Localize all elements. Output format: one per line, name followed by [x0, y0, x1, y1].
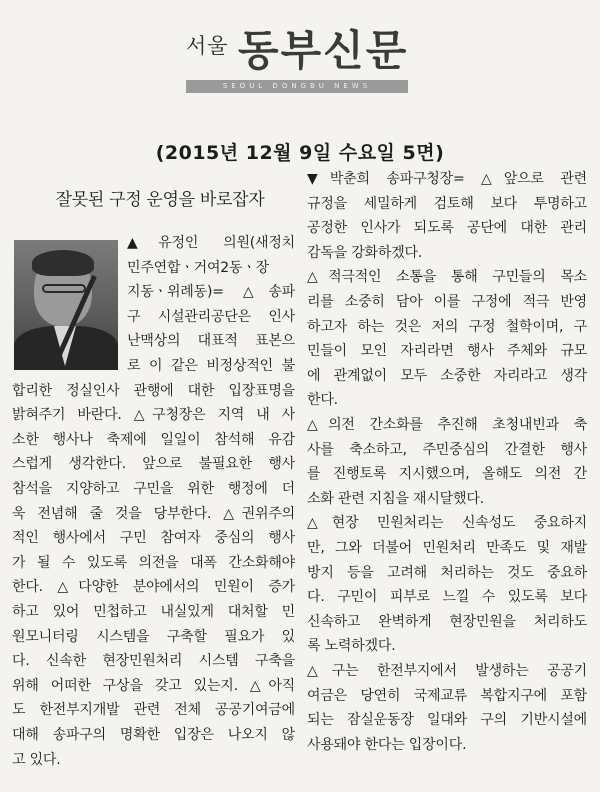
text-line: 공정한 인사가 되도록 공단에 대한 관리 [307, 220, 587, 237]
text-line: 지동ㆍ위례동)= △송파 [127, 284, 295, 301]
councilor-photo [14, 240, 118, 370]
text-line: 합리한 정실인사 관행에 대한 입장표명을 [12, 382, 295, 399]
text-line: ▼박춘희 송파구청장= △앞으로 관련 [307, 171, 587, 187]
text-line: ▲유정인 의원(새정치 [127, 235, 295, 251]
text-line: 원모니터링 시스템을 구축할 필요가 있 [12, 628, 295, 645]
text-line: 사용돼야 한다는 입장이다. [307, 736, 467, 753]
text-line: △의전 간소화를 추진해 초청내빈과 축 [307, 417, 587, 433]
text-line: 에 관계없이 모두 소중한 자리라고 생각 [307, 367, 587, 384]
text-line: 대해 송파구의 명확한 입장은 나오지 않 [12, 727, 295, 743]
text-line: 여금은 당연히 국제교류 복합지구에 포함 [307, 687, 587, 704]
text-line: 가 될 수 있도록 의전을 대폭 간소화해야 [12, 554, 295, 571]
text-line: 하고자 하는 것은 저의 구정 철학이며, 구 [307, 318, 587, 335]
text-line: 되는 잠실운동장 일대와 구의 기반시설에 [307, 712, 587, 729]
text-line: 록 노력하겠다. [307, 638, 396, 655]
text-line: △구는 한전부지에서 발생하는 공공기 [307, 663, 587, 679]
text-line: 감독을 강화하겠다. [307, 244, 423, 261]
article-headline: 잘못된 구정 운영을 바로잡자 [55, 190, 265, 210]
text-line: 도 한전부지개발 관련 전체 공공기여금에 [12, 702, 295, 719]
text-line: 다. 신속한 현장민원처리 시스템 구축을 [12, 653, 295, 670]
text-line: 참석을 지양하고 구민을 위한 행정에 더 [12, 481, 295, 497]
dateline: (2015년 12월 9일 수요일 5면) [155, 142, 445, 164]
text-line: 난맥상의 대표적 표본으 [127, 333, 295, 350]
text-line: 한다. △다양한 분야에서의 민원이 증가 [12, 579, 295, 596]
text-line: 욱 전념해 줄 것을 당부한다. △권위주의 [12, 505, 295, 522]
text-line: 신속하고 완벽하게 현장민원을 처리하도 [307, 613, 587, 630]
text-line: 민주연합ㆍ거여2동ㆍ장 [127, 259, 269, 276]
text-line: 하고 있어 민첩하고 내실있게 대처할 민 [12, 604, 295, 620]
text-line: 고 있다. [12, 751, 61, 768]
text-line: △현장 민원처리는 신속성도 중요하지 [307, 515, 587, 532]
text-line: 를 진행토록 지시했으며, 올해도 의전 간 [307, 466, 587, 483]
text-line: 위해 어떠한 구상을 갖고 있는지. △아직 [12, 677, 295, 694]
masthead [150, 14, 450, 100]
text-line: 소화 관련 지침을 재시달했다. [307, 490, 484, 507]
text-line: △적극적인 소통을 통해 구민들의 목소 [307, 269, 587, 286]
text-line: 적인 행사에서 구민 참여자 중심의 행사 [12, 530, 295, 547]
text-line: 한다. [307, 392, 338, 409]
text-line: 리를 소중히 담아 이를 구정에 적극 반영 [307, 294, 587, 310]
text-line: 만, 그와 더불어 민원처리 만족도 및 재발 [307, 540, 587, 556]
text-line: 구 시설관리공단은 인사 [127, 308, 295, 325]
text-line: 밝혀주기 바란다. △구청장은 지역 내 사 [12, 407, 295, 424]
text-line: 규정을 세밀하게 검토해 보다 투명하고 [307, 195, 587, 212]
text-line: 다. 구민이 피부로 느낄 수 있도록 보다 [307, 589, 587, 606]
text-line: 방지 등을 고려해 처리하는 것도 중요하 [307, 564, 587, 581]
masthead-seoul: 서울 [186, 34, 229, 58]
masthead-english-bar: SEOUL DONGBU NEWS [186, 80, 408, 93]
text-line: 소한 행사나 축제에 일일이 참석해 유감 [12, 431, 295, 448]
text-line: 사를 축소하고, 주민중심의 간결한 행사 [307, 441, 587, 458]
text-line: 민들이 모인 자리라면 행사 주체와 규모 [307, 343, 587, 360]
text-line: 스럽게 생각한다. 앞으로 불필요한 행사 [12, 456, 295, 473]
masthead-title: 동부신문 [238, 26, 409, 75]
text-line: 로 이 같은 비정상적인 불 [127, 358, 295, 374]
